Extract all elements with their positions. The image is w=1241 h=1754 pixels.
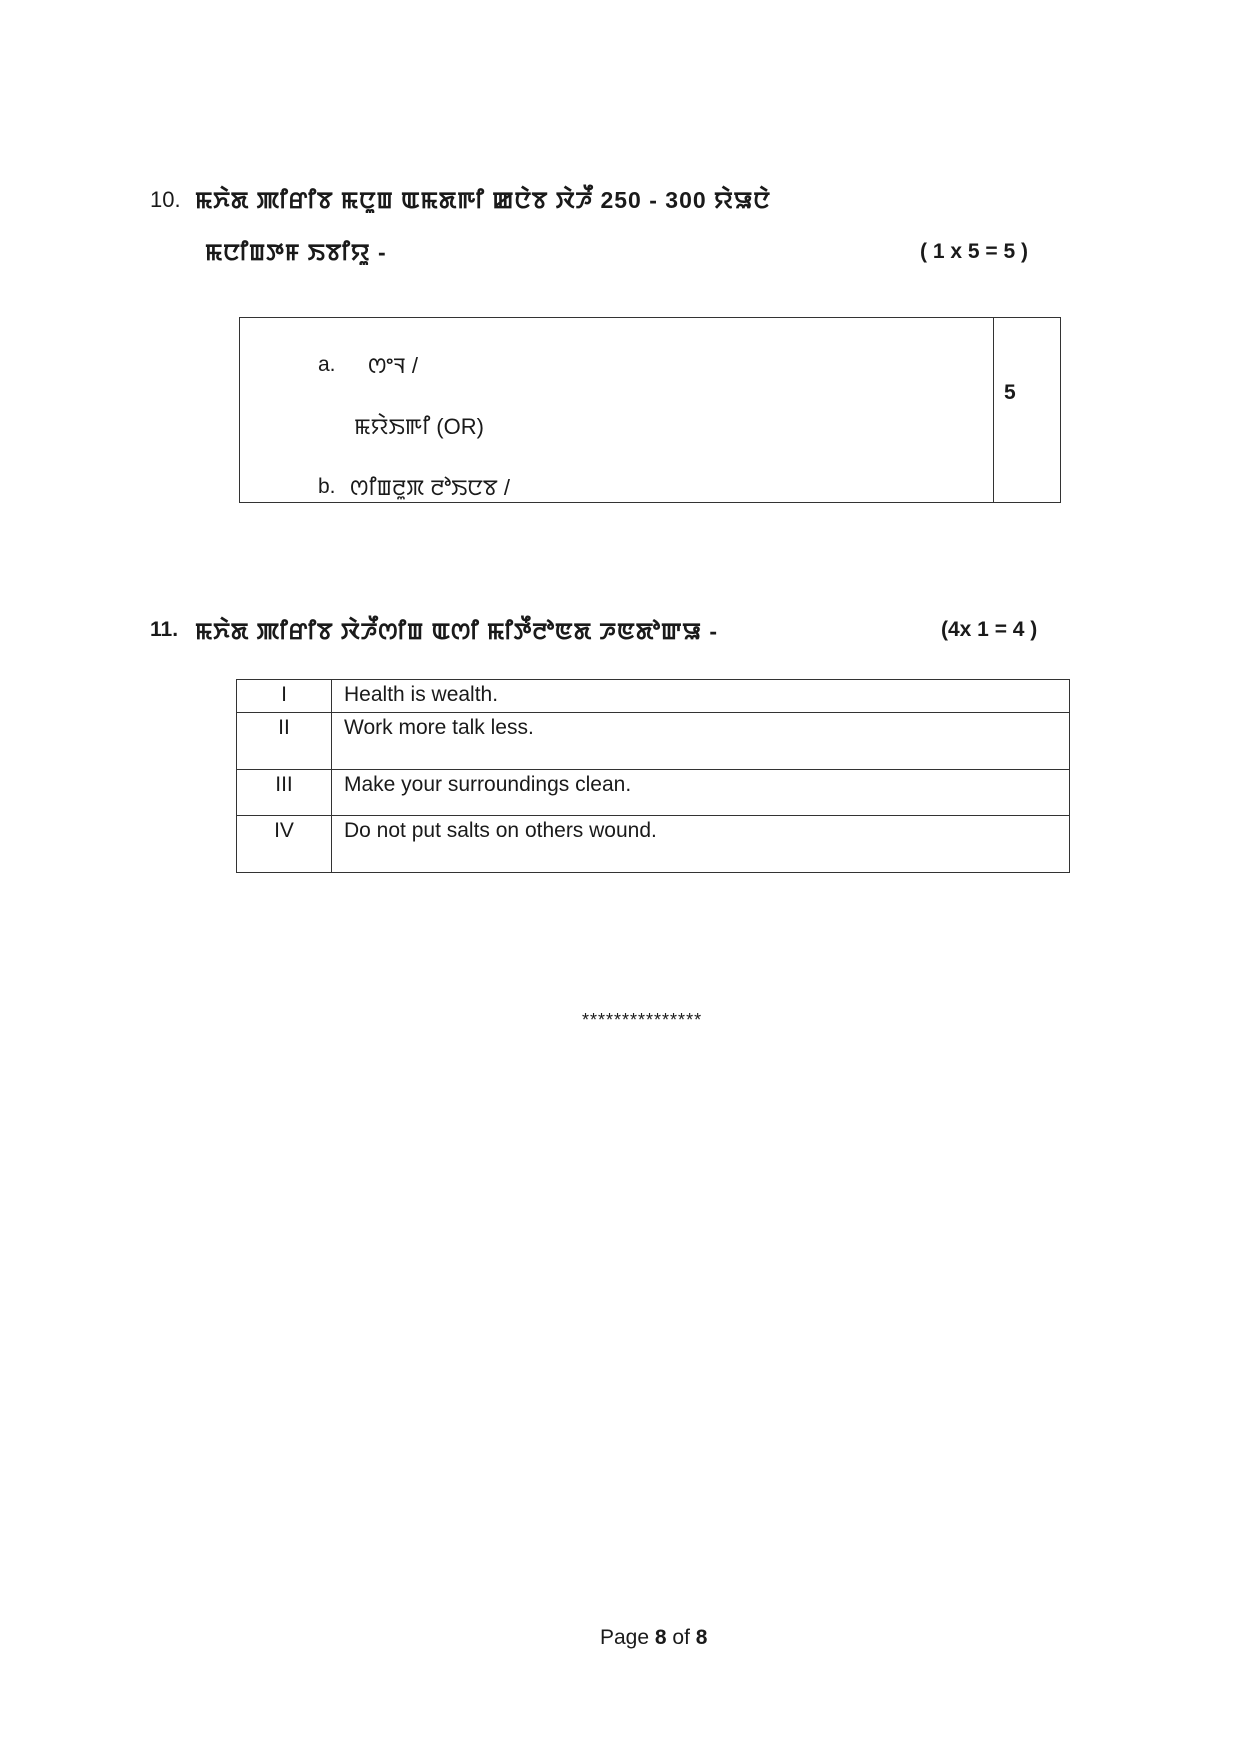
row-number: III: [237, 770, 332, 816]
footer-current-page: 8: [654, 1626, 667, 1649]
table-row: [237, 816, 1070, 873]
option-a-text: ꯁꯦꯜ /: [368, 353, 418, 378]
row-number: I: [237, 680, 332, 713]
footer-total-pages: 8: [695, 1626, 708, 1649]
table-row: [237, 770, 1070, 816]
row-sentence: Make your surroundings clean.: [332, 770, 1070, 816]
question-10-number: 10.: [150, 187, 181, 212]
question-11-marks: (4x 1 = 4 ): [941, 618, 1038, 641]
option-b-label: b.: [318, 475, 336, 498]
table-row: [237, 680, 1070, 713]
question-11-text: ꯃꯈꯥꯗ ꯄꯤꯔꯤꯕ ꯋꯥꯍꯩꯁꯤꯡ ꯑꯁꯤ ꯃꯤꯇꯩꯂꯣꯟꯗ ꯍꯟꯗꯣꯛꯎ -: [195, 618, 719, 644]
question-10-text-line1: ꯃꯈꯥꯗ ꯄꯤꯔꯤꯕ ꯃꯅꯨꯡ ꯑꯃꯗꯒꯤ ꯀꯅꯥꯕ ꯋꯥꯍꯩ 250 - 300 ꯌꯥꯎꯅꯥ: [195, 187, 771, 213]
translation-table: [236, 679, 1070, 873]
row-sentence: Health is wealth.: [332, 680, 1070, 713]
question-10-marks: ( 1 x 5 = 5 ): [920, 240, 1028, 263]
question-11-number: 11.: [150, 618, 179, 641]
footer-prefix: Page: [600, 1626, 650, 1649]
end-separator: ***************: [582, 1010, 703, 1030]
option-b-text: ꯁꯤꯡꯂꯨꯞ ꯂꯣꯏꯅꯕ /: [350, 475, 510, 500]
option-a-label: a.: [318, 353, 336, 376]
row-sentence: Do not put salts on others wound.: [332, 816, 1070, 873]
row-sentence: Work more talk less.: [332, 713, 1070, 770]
question-10-text-line2: ꯃꯅꯤꯡꯇꯝ ꯏꯕꯤꯌꯨ -: [205, 239, 387, 265]
question-10-box-divider: [993, 317, 994, 503]
row-number: II: [237, 713, 332, 770]
page-footer: [600, 1626, 707, 1650]
row-number: IV: [237, 816, 332, 873]
option-or-text: ꯃꯌꯥꯏꯒꯤ (OR): [354, 414, 484, 439]
table-row: [237, 713, 1070, 770]
question-10-box-mark: 5: [1004, 381, 1016, 404]
footer-of: of: [672, 1626, 690, 1649]
